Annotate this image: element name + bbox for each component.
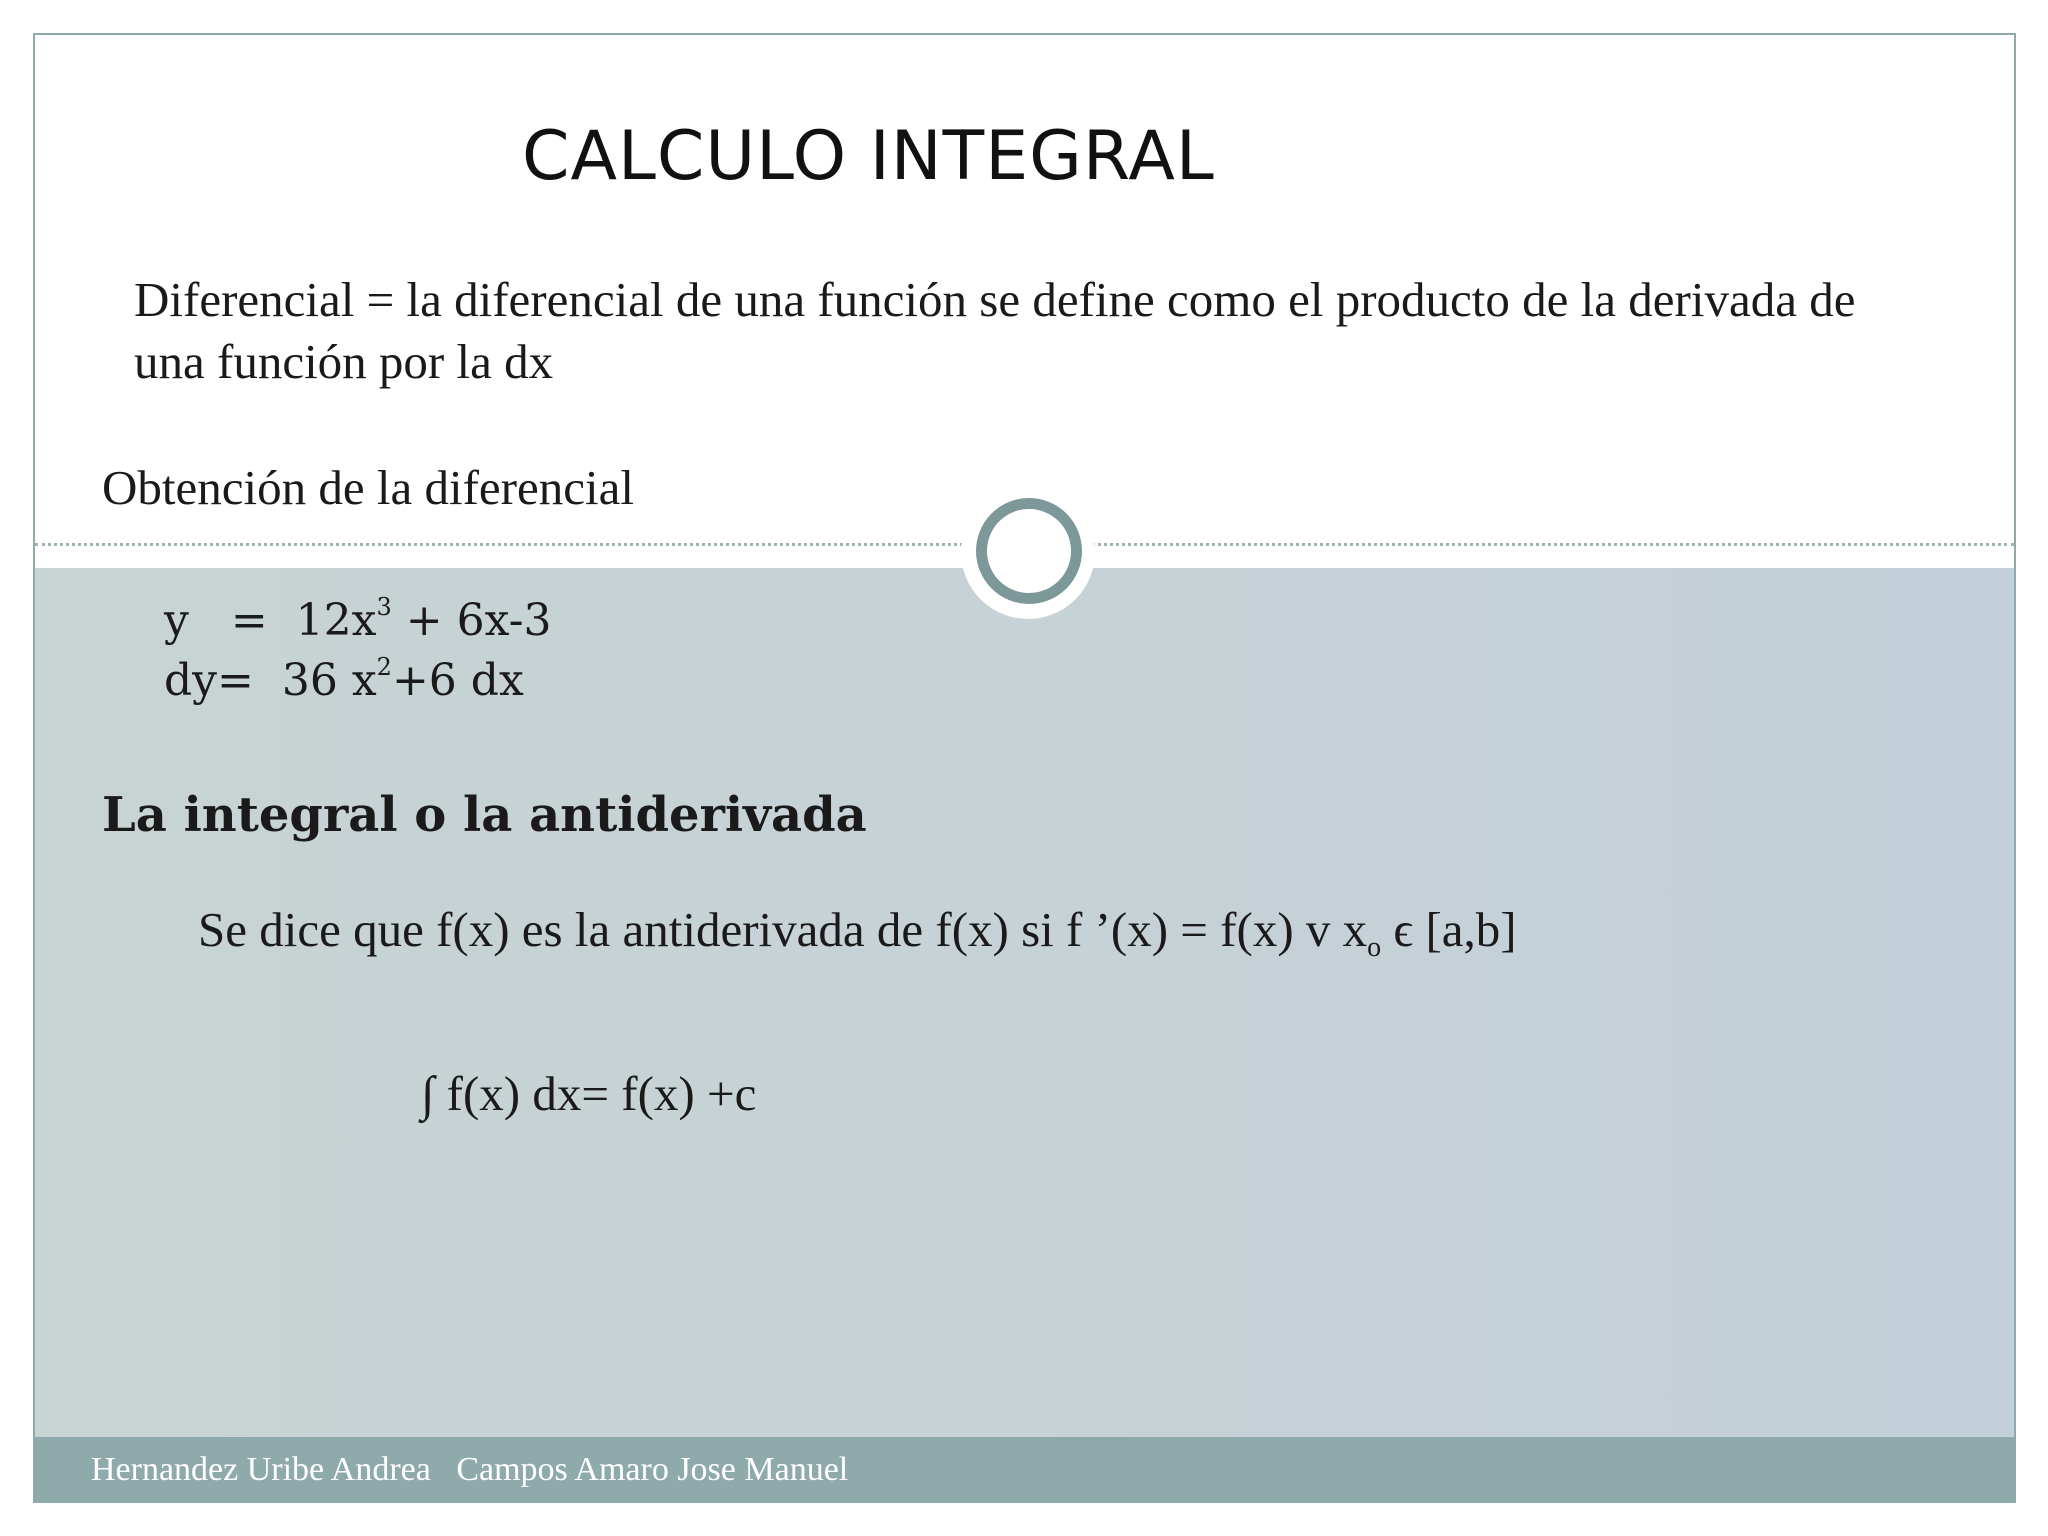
subheading: Obtención de la diferencial: [102, 460, 634, 515]
slide-title: CALCULO INTEGRAL: [522, 117, 1215, 196]
equation-y: [164, 593, 552, 646]
statement-subscript: o: [1367, 932, 1382, 963]
equation-dy: [164, 653, 524, 706]
equation-y-exponent: 3: [376, 593, 392, 621]
equation-dy-lhs: dy= 36 x: [164, 655, 377, 706]
definition-text: Diferencial = la diferencial de una función se define como el producto de la derivada de una función por la dx: [134, 272, 1856, 389]
footer-bar: [35, 1437, 2014, 1503]
slide: [33, 33, 2016, 1503]
circle-ornament-icon: [976, 498, 1082, 604]
equation-y-lhs: y = 12x: [164, 595, 377, 646]
equation-dy-rest: +6 dx: [391, 655, 524, 706]
antiderivative-statement: [198, 901, 1517, 964]
equation-dy-exponent: 2: [376, 653, 392, 681]
equation-y-rest: + 6x-3: [391, 595, 552, 646]
antiderivative-heading: La integral o la antiderivada: [102, 787, 867, 843]
integral-formula: ∫ f(x) dx= f(x) +c: [421, 1066, 757, 1121]
statement-main: Se dice que f(x) es la antiderivada de f(x) si f ’(x) = f(x) v x: [198, 902, 1368, 957]
statement-tail: ϵ [a,b]: [1381, 902, 1517, 957]
footer-authors: Hernandez Uribe Andrea Campos Amaro Jose Manuel: [91, 1451, 849, 1488]
